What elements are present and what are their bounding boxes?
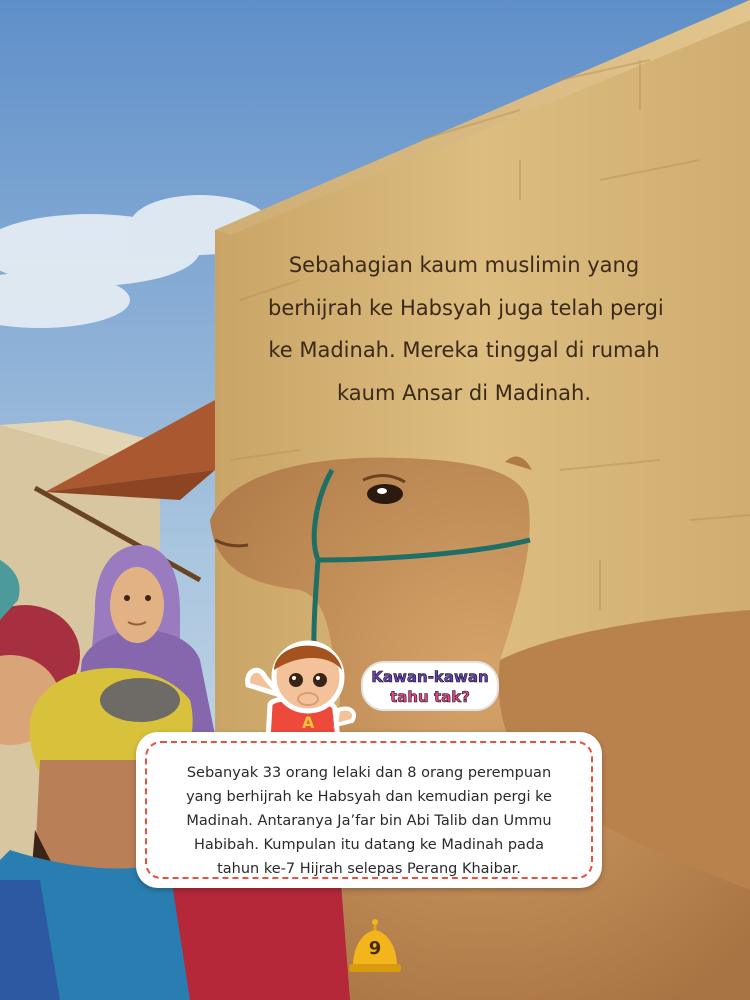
mascot-letter: A: [302, 713, 315, 732]
info-line: Sebanyak 33 orang lelaki dan 8 orang perempuan: [186, 765, 552, 781]
did-you-know-badge: [360, 660, 500, 712]
page-number: 9: [368, 938, 382, 959]
story-line: Sebahagian kaum muslimin yang: [288, 253, 640, 277]
info-line: yang berhijrah ke Habsyah dan kemudian pergi ke: [186, 789, 552, 805]
story-paragraph: [268, 244, 664, 414]
badge-line-1: Kawan-kawan: [371, 668, 489, 686]
info-box: [136, 732, 602, 888]
red-cloth: [170, 870, 350, 1000]
info-line: Habibah. Kumpulan itu datang ke Madinah pada: [194, 837, 544, 853]
info-line: tahun ke-7 Hijrah selepas Perang Khaibar.: [217, 861, 521, 877]
story-line: ke Madinah. Mereka tinggal di rumah: [268, 338, 660, 362]
info-box-dashed-border: [145, 741, 593, 879]
info-text: [167, 761, 571, 881]
badge-line-2: tahu tak?: [390, 688, 470, 706]
story-line: berhijrah ke Habsyah juga telah pergi: [268, 295, 664, 320]
info-line: Madinah. Antaranya Ja’far bin Abi Talib dan Ummu: [186, 813, 552, 829]
story-line: kaum Ansar di Madinah.: [336, 380, 592, 405]
mascot-child: [240, 625, 370, 740]
